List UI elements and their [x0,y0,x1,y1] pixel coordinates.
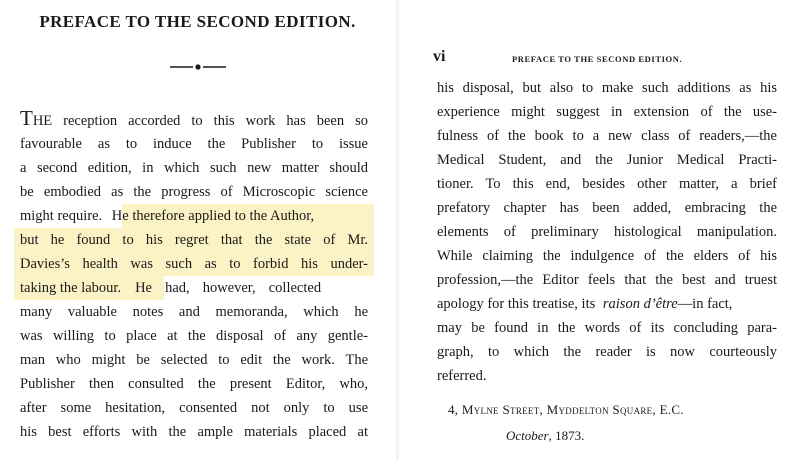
text-line: was willing to place at the disposal of any gentle- [20,328,368,344]
highlighted-text: but he found to his regret that the state of Mr. [20,232,368,248]
text-line: elements of preliminary histological manipulation. [437,224,777,240]
page-gutter [396,0,399,460]
text-line: many valuable notes and memoranda, which he [20,304,368,320]
page-title: PREFACE TO THE SECOND EDITION. [39,12,356,31]
text-line: tioner. To this end, besides other matter, a brief [437,176,777,192]
drop-cap: T [20,106,33,130]
text-line: Medical Student, and the Junior Medical Practi- [437,152,777,168]
italic-phrase: raison d’être [602,296,678,312]
editor-address: 4, Mylne Street, Myddelton Square, E.C. [448,402,684,417]
text-line: might require. He therefore applied to the Author, [20,208,315,224]
text-line: be embodied as the progress of Microscopic science [20,184,368,200]
left-page [0,0,395,460]
highlighted-text: He therefore applied to the Author, [111,208,315,224]
ornament-divider [168,60,228,74]
text-line: THE reception accorded to this work has been so [20,106,368,130]
text-line: favourable as to induce the Publisher to issue [20,136,368,152]
text-line: after some hesitation, consented not only to use [20,400,368,416]
text-line: graph, to which the reader is now courteously [437,344,777,360]
text-line: prefatory chapter has been added, embracing the [437,200,777,216]
editor-date: October, 1873. [506,428,585,443]
text-line: his disposal, but also to make such additions as his [437,80,777,96]
running-head: PREFACE TO THE SECOND EDITION. [512,54,683,64]
text-line: may be found in the words of its concluding para- [437,320,777,336]
text-line: man who might be selected to edit the work. The [20,352,368,368]
text-line: experience might suggest in extension of the use- [437,104,777,120]
right-page [400,0,800,460]
highlighted-text: Davies’s health was such as to forbid his under- [20,256,368,272]
text-line: Publisher then consulted the present Editor, who, [20,376,368,392]
page-number: vi [433,48,446,65]
text-line: fulness of the book to a new class of readers,—the [437,128,777,144]
highlighted-text: taking the labour. [20,280,122,296]
text-line: apology for this treatise, its raison d’être—in fact, [437,296,733,312]
text-line: profession,—the Editor feels that the best and truest [437,272,777,288]
text-line: referred. [437,368,487,384]
text-line: While claiming the indulgence of the elders of his [437,248,777,264]
text-line: a second edition, in which such new matter should [20,160,368,176]
text-line: his best efforts with the ample materials placed at [20,424,368,440]
text-line: taking the labour. He had, however, collected [20,280,322,296]
